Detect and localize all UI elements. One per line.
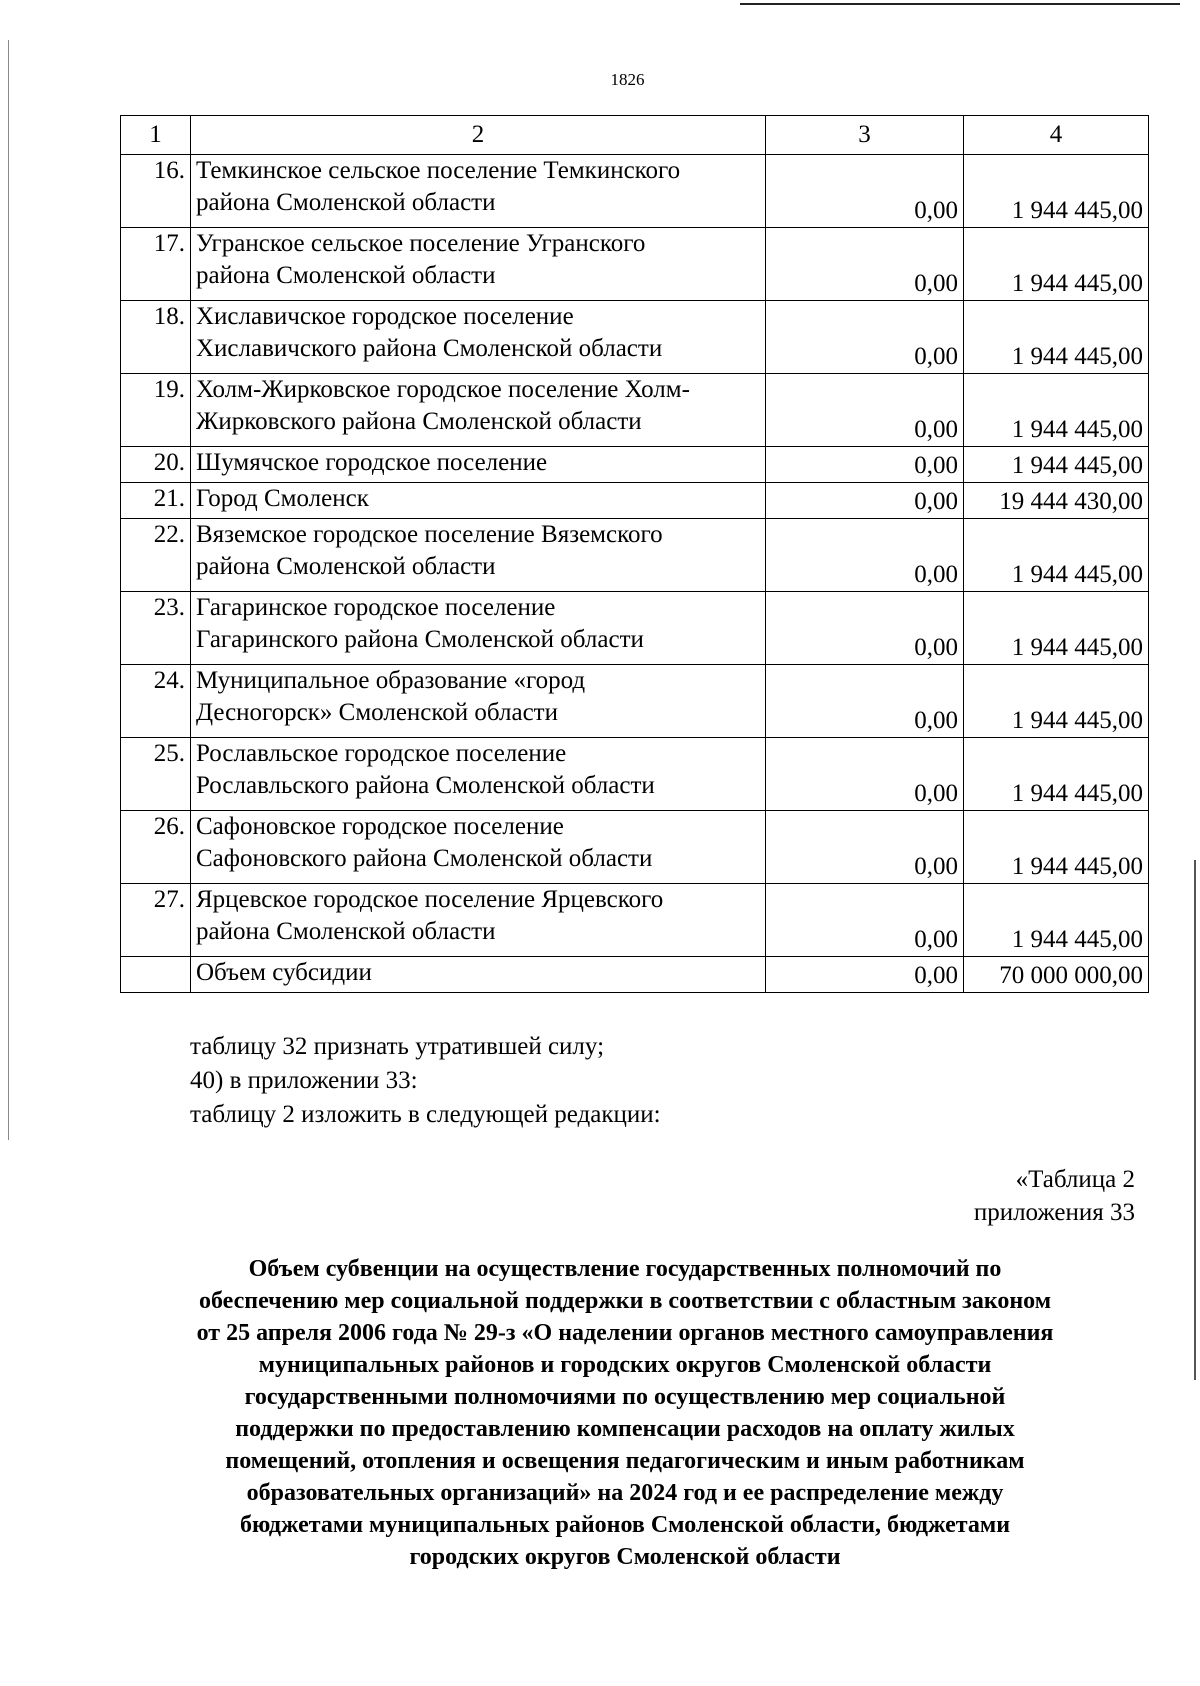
table-header-row: [121, 116, 1149, 155]
subsidy-table: [120, 115, 1149, 993]
heading-line3: от 25 апреля 2006 года № 29-з «О наделении органов местного самоуправления: [196, 1320, 1054, 1346]
row-col4: 1 944 445,00: [964, 374, 1149, 447]
heading-line5: государственными полномочиями по осуществлению мер социальной: [244, 1384, 1006, 1410]
table-row: [121, 519, 1149, 592]
section-heading: [110, 1253, 1140, 1573]
table-row: [121, 738, 1149, 811]
row-name: [191, 811, 766, 884]
row-name: [191, 519, 766, 592]
row-name-line1: Хиславичское городское поселение: [196, 303, 574, 330]
row-name-line2: Сафоновского района Смоленской области: [196, 845, 653, 872]
row-name-line2: района Смоленской области: [196, 262, 496, 289]
row-number: 19.: [121, 374, 191, 447]
row-col3: 0,00: [766, 665, 964, 738]
table-row: [121, 155, 1149, 228]
total-row-col4: 70 000 000,00: [964, 957, 1149, 993]
row-name-line2: Гагаринского района Смоленской области: [196, 626, 644, 653]
row-number: 23.: [121, 592, 191, 665]
row-col3: 0,00: [766, 884, 964, 957]
heading-line9: бюджетами муниципальных районов Смоленской области, бюджетами: [239, 1512, 1011, 1538]
row-name-line1: Вяземское городское поселение Вяземского: [196, 521, 663, 548]
scan-edge-left: [8, 40, 9, 1140]
heading-line4: муниципальных районов и городских округов Смоленской области: [258, 1352, 992, 1378]
row-number: 16.: [121, 155, 191, 228]
row-col3: 0,00: [766, 738, 964, 811]
row-col3: 0,00: [766, 228, 964, 301]
row-name: Город Смоленск: [191, 483, 766, 519]
table-caption-line2: приложения 33: [973, 1199, 1135, 1226]
header-col-2: 2: [191, 116, 766, 155]
row-col3: 0,00: [766, 811, 964, 884]
row-name: [191, 228, 766, 301]
row-name: Шумячское городское поселение: [191, 447, 766, 483]
row-number: 17.: [121, 228, 191, 301]
total-row-col3: 0,00: [766, 957, 964, 993]
row-number: 22.: [121, 519, 191, 592]
row-name-line1: Муниципальное образование «город: [196, 667, 586, 694]
row-col4: 1 944 445,00: [964, 228, 1149, 301]
table-caption: [974, 1163, 1135, 1229]
row-number: 20.: [121, 447, 191, 483]
row-col4: 1 944 445,00: [964, 884, 1149, 957]
heading-line6: поддержки по предоставлению компенсации расходов на оплату жилых: [235, 1416, 1015, 1442]
row-col3: 0,00: [766, 519, 964, 592]
table-row: [121, 483, 1149, 519]
header-col-4: 4: [964, 116, 1149, 155]
table-row: [121, 884, 1149, 957]
table-row: [121, 592, 1149, 665]
page-number: 1826: [610, 70, 645, 89]
row-name-line2: района Смоленской области: [196, 918, 496, 945]
scan-edge-top: [740, 3, 1180, 5]
table-row: [121, 447, 1149, 483]
row-col3: 0,00: [766, 447, 964, 483]
row-name: [191, 884, 766, 957]
row-name: [191, 592, 766, 665]
row-col4: 1 944 445,00: [964, 811, 1149, 884]
after-table-line2: 40) в приложении 33:: [190, 1067, 418, 1094]
row-name-line1: Рославльское городское поселение: [196, 740, 567, 767]
heading-line2: обеспечению мер социальной поддержки в соответствии с областным законом: [198, 1288, 1052, 1314]
table-row: [121, 228, 1149, 301]
header-col-1: 1: [121, 116, 191, 155]
row-col4: 1 944 445,00: [964, 447, 1149, 483]
table-row: [121, 811, 1149, 884]
table-row: [121, 301, 1149, 374]
header-col-3: 3: [766, 116, 964, 155]
table-total-row: [121, 957, 1149, 993]
row-name-line1: Ярцевское городское поселение Ярцевского: [196, 886, 664, 913]
row-name-line1: Холм-Жирковское городское поселение Холм-: [196, 376, 690, 403]
row-number: 25.: [121, 738, 191, 811]
row-name-line2: Жирковского района Смоленской области: [196, 408, 642, 435]
table-row: [121, 665, 1149, 738]
row-col4: 1 944 445,00: [964, 592, 1149, 665]
row-col3: 0,00: [766, 301, 964, 374]
row-name: [191, 155, 766, 228]
row-number: 18.: [121, 301, 191, 374]
row-number: 21.: [121, 483, 191, 519]
row-col3: 0,00: [766, 155, 964, 228]
row-name: [191, 301, 766, 374]
row-name: [191, 665, 766, 738]
heading-line8: образовательных организаций» на 2024 год и ее распределение между: [246, 1480, 1004, 1506]
row-col3: 0,00: [766, 374, 964, 447]
row-col4: 1 944 445,00: [964, 665, 1149, 738]
row-name-line2: района Смоленской области: [196, 189, 496, 216]
table-row: [121, 374, 1149, 447]
row-name: [191, 738, 766, 811]
row-number: 27.: [121, 884, 191, 957]
row-name-line2: Десногорск» Смоленской области: [196, 699, 558, 726]
row-col4: 1 944 445,00: [964, 519, 1149, 592]
row-col3: 0,00: [766, 483, 964, 519]
row-name-line1: Темкинское сельское поселение Темкинского: [196, 157, 681, 184]
row-number: 24.: [121, 665, 191, 738]
heading-line7: помещений, отопления и освещения педагогическим и иным работникам: [225, 1448, 1025, 1474]
row-name-line2: района Смоленской области: [196, 553, 496, 580]
row-number: 26.: [121, 811, 191, 884]
total-row-number: [121, 957, 191, 993]
heading-line10: городских округов Смоленской области: [409, 1544, 841, 1570]
row-name-line1: Угранское сельское поселение Угранского: [196, 230, 646, 257]
after-table-line1: таблицу 32 признать утратившей силу;: [190, 1033, 605, 1060]
heading-line1: Объем субвенции на осуществление государственных полномочий по: [248, 1256, 1002, 1282]
row-name-line2: Рославльского района Смоленской области: [196, 772, 655, 799]
row-col4: 1 944 445,00: [964, 738, 1149, 811]
row-name: [191, 374, 766, 447]
after-table-line3: таблицу 2 изложить в следующей редакции:: [190, 1101, 661, 1128]
scan-edge-right: [1194, 860, 1196, 1380]
total-row-name: Объем субсидии: [191, 957, 766, 993]
row-col4: 19 444 430,00: [964, 483, 1149, 519]
row-col4: 1 944 445,00: [964, 155, 1149, 228]
row-name-line2: Хиславичского района Смоленской области: [196, 335, 663, 362]
table-caption-line1: «Таблица 2: [1015, 1166, 1135, 1193]
row-col4: 1 944 445,00: [964, 301, 1149, 374]
row-name-line1: Сафоновское городское поселение: [196, 813, 564, 840]
row-name-line1: Гагаринское городское поселение: [196, 594, 556, 621]
after-table-text: [190, 1030, 661, 1132]
row-col3: 0,00: [766, 592, 964, 665]
